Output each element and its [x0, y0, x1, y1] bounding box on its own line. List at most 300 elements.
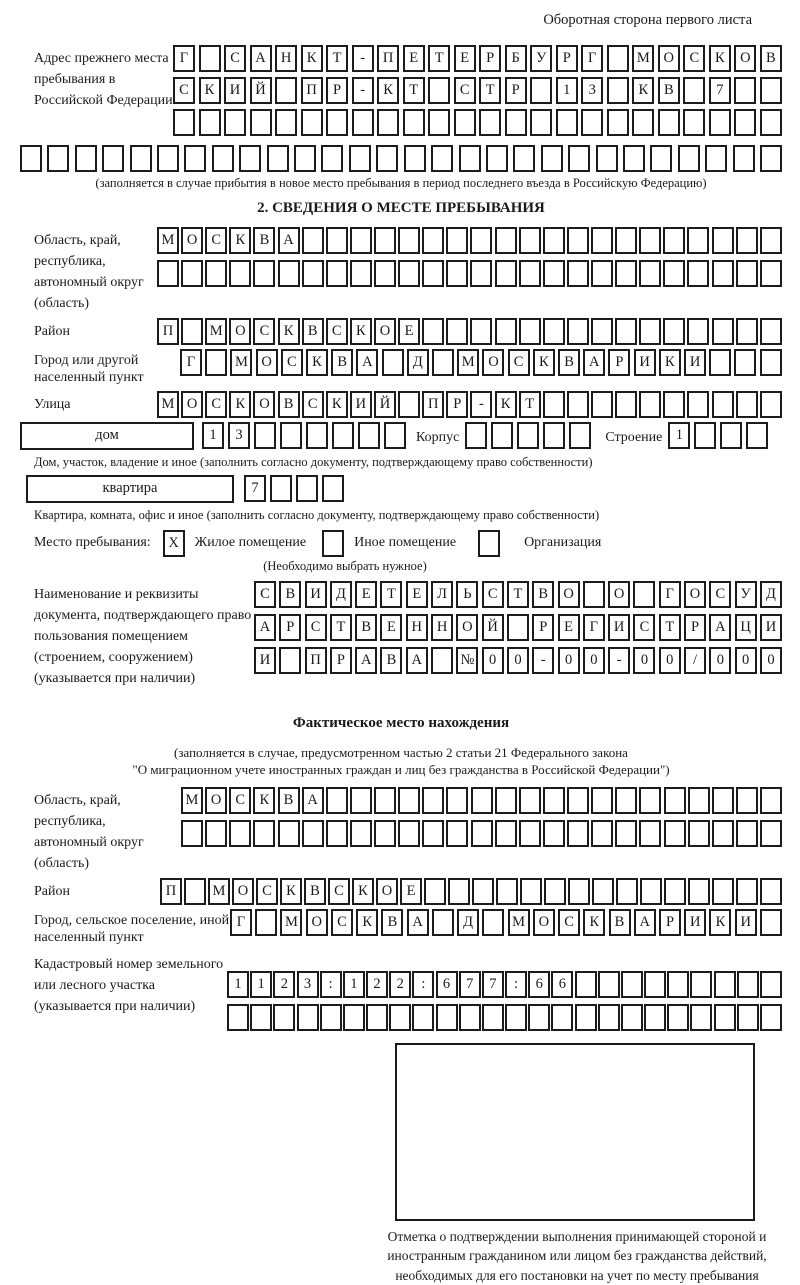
- char-box: О: [374, 318, 396, 345]
- char-box: [575, 1004, 597, 1031]
- char-box: К: [229, 227, 251, 254]
- char-box: [294, 145, 316, 172]
- char-box: А: [583, 349, 605, 376]
- char-box: В: [304, 878, 326, 905]
- char-box: Е: [380, 614, 402, 641]
- char-box: 2: [366, 971, 388, 998]
- actual-district-label: Район: [34, 883, 70, 899]
- char-box: В: [253, 227, 275, 254]
- char-box: [428, 109, 450, 136]
- char-box: Г: [180, 349, 202, 376]
- char-box: Д: [330, 581, 352, 608]
- char-box: [591, 820, 613, 847]
- char-box: [720, 422, 742, 449]
- char-box: [687, 260, 709, 287]
- char-box: Л: [431, 581, 453, 608]
- char-box: Д: [760, 581, 782, 608]
- char-box: В: [532, 581, 554, 608]
- char-box: 0: [633, 647, 655, 674]
- char-boxes-row: [157, 227, 782, 254]
- char-box: 6: [551, 971, 573, 998]
- char-box: К: [199, 77, 221, 104]
- char-box: С: [224, 45, 246, 72]
- char-box: О: [558, 581, 580, 608]
- char-box: [591, 318, 613, 345]
- char-box: Е: [558, 614, 580, 641]
- char-box: И: [254, 647, 276, 674]
- char-box: В: [278, 787, 300, 814]
- char-box: -: [352, 45, 374, 72]
- char-box: [688, 878, 710, 905]
- char-box: /: [684, 647, 706, 674]
- char-box: [583, 581, 605, 608]
- char-box: Т: [403, 77, 425, 104]
- char-box: [358, 422, 380, 449]
- char-box: [615, 227, 637, 254]
- char-box: [343, 1004, 365, 1031]
- stay-type-label: Место пребывания:: [34, 535, 151, 551]
- region-label: Область, край, республика, автономный округ (область): [34, 232, 144, 311]
- char-box: [760, 787, 782, 814]
- char-box: №: [456, 647, 478, 674]
- char-box: Т: [659, 614, 681, 641]
- street-label: Улица: [34, 396, 71, 412]
- char-box: С: [331, 909, 353, 936]
- char-box: [519, 227, 541, 254]
- char-box: С: [254, 581, 276, 608]
- char-box: [389, 1004, 411, 1031]
- char-box: [486, 145, 508, 172]
- char-boxes-row: [160, 878, 782, 905]
- char-box: [568, 145, 590, 172]
- char-box: [658, 109, 680, 136]
- char-box: Е: [454, 45, 476, 72]
- char-box: [598, 971, 620, 998]
- char-box: [459, 145, 481, 172]
- char-box: В: [609, 909, 631, 936]
- char-boxes-row: [173, 77, 782, 104]
- char-box: К: [229, 391, 251, 418]
- char-box: [567, 260, 589, 287]
- char-box: [760, 1004, 782, 1031]
- apartment-number-boxes: [244, 475, 344, 502]
- char-boxes-row: [254, 647, 782, 674]
- char-box: [736, 820, 758, 847]
- char-box: -: [608, 647, 630, 674]
- char-box: Р: [659, 909, 681, 936]
- char-box: 1: [202, 422, 224, 449]
- stamp-box: [395, 1043, 755, 1221]
- char-box: [326, 109, 348, 136]
- char-box: Р: [326, 77, 348, 104]
- char-box: Д: [457, 909, 479, 936]
- char-box: Р: [479, 45, 501, 72]
- char-box: :: [505, 971, 527, 998]
- char-box: [431, 647, 453, 674]
- char-box: [229, 260, 251, 287]
- char-box: [496, 878, 518, 905]
- char-box: [736, 260, 758, 287]
- char-box: [181, 318, 203, 345]
- char-box: [326, 260, 348, 287]
- char-box: [184, 145, 206, 172]
- char-boxes-row: [157, 318, 782, 345]
- char-box: С: [205, 227, 227, 254]
- char-box: [459, 1004, 481, 1031]
- char-box: 3: [581, 77, 603, 104]
- char-box: К: [583, 909, 605, 936]
- char-box: [320, 1004, 342, 1031]
- char-box: [199, 45, 221, 72]
- char-box: [621, 1004, 643, 1031]
- char-box: [687, 318, 709, 345]
- char-box: М: [157, 227, 179, 254]
- char-box: [519, 318, 541, 345]
- char-box: [760, 909, 782, 936]
- char-box: [227, 1004, 249, 1031]
- char-box: [598, 1004, 620, 1031]
- char-box: П: [160, 878, 182, 905]
- char-box: [551, 1004, 573, 1031]
- char-box: [302, 820, 324, 847]
- char-box: -: [352, 77, 374, 104]
- char-box: [350, 227, 372, 254]
- char-box: А: [634, 909, 656, 936]
- char-box: [513, 145, 535, 172]
- char-box: С: [454, 77, 476, 104]
- char-box: [472, 878, 494, 905]
- char-box: [297, 1004, 319, 1031]
- char-box: А: [709, 614, 731, 641]
- char-box: [568, 878, 590, 905]
- char-box: [273, 1004, 295, 1031]
- char-box: [374, 260, 396, 287]
- char-box: Н: [431, 614, 453, 641]
- char-box: К: [326, 391, 348, 418]
- char-box: [760, 391, 782, 418]
- char-box: [543, 318, 565, 345]
- char-box: [712, 820, 734, 847]
- stay-type-checkbox-other: [322, 530, 344, 557]
- char-box: [322, 475, 344, 502]
- stroenie-label: Строение: [605, 429, 663, 445]
- char-box: 0: [659, 647, 681, 674]
- char-box: [505, 109, 527, 136]
- char-box: Г: [659, 581, 681, 608]
- char-box: К: [709, 45, 731, 72]
- char-box: [520, 878, 542, 905]
- char-box: Г: [583, 614, 605, 641]
- char-box: [296, 475, 318, 502]
- char-box: П: [377, 45, 399, 72]
- char-box: Й: [250, 77, 272, 104]
- char-box: О: [232, 878, 254, 905]
- char-box: И: [350, 391, 372, 418]
- char-box: 6: [528, 971, 550, 998]
- char-box: [267, 145, 289, 172]
- char-box: О: [229, 318, 251, 345]
- char-box: 0: [583, 647, 605, 674]
- char-box: Р: [330, 647, 352, 674]
- char-box: О: [658, 45, 680, 72]
- char-box: [280, 422, 302, 449]
- char-box: [607, 109, 629, 136]
- char-box: [760, 77, 782, 104]
- char-box: А: [254, 614, 276, 641]
- char-box: [478, 530, 500, 557]
- char-box: С: [305, 614, 327, 641]
- char-box: [714, 1004, 736, 1031]
- char-box: [664, 787, 686, 814]
- char-box: К: [306, 349, 328, 376]
- char-box: Т: [479, 77, 501, 104]
- char-box: [664, 820, 686, 847]
- char-box: Т: [519, 391, 541, 418]
- char-box: О: [181, 227, 203, 254]
- char-box: 3: [297, 971, 319, 998]
- char-box: [302, 260, 324, 287]
- char-box: [278, 260, 300, 287]
- char-box: [482, 909, 504, 936]
- char-box: [446, 787, 468, 814]
- char-box: О: [608, 581, 630, 608]
- char-box: П: [305, 647, 327, 674]
- char-box: :: [320, 971, 342, 998]
- char-box: [519, 260, 541, 287]
- char-box: [640, 878, 662, 905]
- char-box: [544, 878, 566, 905]
- char-box: [736, 878, 758, 905]
- char-box: [398, 391, 420, 418]
- char-box: А: [356, 349, 378, 376]
- prev-address-section: [20, 45, 782, 192]
- stamp-area: [387, 1043, 782, 1285]
- char-box: П: [422, 391, 444, 418]
- char-box: С: [326, 318, 348, 345]
- char-box: С: [256, 878, 278, 905]
- char-box: 7: [709, 77, 731, 104]
- char-box: [621, 971, 643, 998]
- char-box: [663, 318, 685, 345]
- char-box: М: [230, 349, 252, 376]
- char-box: К: [709, 909, 731, 936]
- char-box: [424, 878, 446, 905]
- char-box: [567, 318, 589, 345]
- char-box: [760, 227, 782, 254]
- char-box: В: [658, 77, 680, 104]
- apartment-caption: Квартира, комната, офис и иное (заполнить согласно документу, подтверждающему право собственности): [34, 507, 600, 522]
- char-box: [712, 878, 734, 905]
- char-box: [507, 614, 529, 641]
- char-boxes-row: [254, 581, 782, 608]
- char-box: [495, 787, 517, 814]
- cadastral-label: Кадастровый номер земельного или лесного участка (указывается при наличии): [34, 956, 224, 1014]
- char-box: [505, 1004, 527, 1031]
- char-box: [664, 878, 686, 905]
- char-box: [632, 109, 654, 136]
- char-box: [591, 391, 613, 418]
- char-box: [667, 971, 689, 998]
- char-box: Г: [230, 909, 252, 936]
- char-box: [495, 260, 517, 287]
- char-box: [567, 787, 589, 814]
- char-box: М: [280, 909, 302, 936]
- char-box: [567, 820, 589, 847]
- char-box: [491, 422, 513, 449]
- char-box: [374, 227, 396, 254]
- char-box: А: [250, 45, 272, 72]
- char-box: [270, 475, 292, 502]
- char-box: И: [224, 77, 246, 104]
- char-box: С: [229, 787, 251, 814]
- char-box: С: [633, 614, 655, 641]
- char-box: [736, 391, 758, 418]
- section2-title: 2. СВЕДЕНИЯ О МЕСТЕ ПРЕБЫВАНИЯ: [257, 199, 545, 216]
- char-box: С: [205, 391, 227, 418]
- char-box: Т: [330, 614, 352, 641]
- char-box: [663, 391, 685, 418]
- char-box: [615, 391, 637, 418]
- char-box: 0: [507, 647, 529, 674]
- char-box: Т: [428, 45, 450, 72]
- char-box: [157, 145, 179, 172]
- char-box: [254, 422, 276, 449]
- char-box: [644, 1004, 666, 1031]
- stamp-note: Отметка о подтверждении выполнения принимающей стороной и иностранным гражданином или лицом без гражданства действий, необходимых для его постановки на учет по месту пребывания: [387, 1228, 767, 1283]
- char-box: [639, 820, 661, 847]
- char-box: О: [533, 909, 555, 936]
- char-box: В: [278, 391, 300, 418]
- char-box: [332, 422, 354, 449]
- char-box: [736, 787, 758, 814]
- stay-type-row: [20, 530, 782, 557]
- char-box: [482, 1004, 504, 1031]
- char-box: [181, 820, 203, 847]
- char-box: [279, 647, 301, 674]
- char-box: :: [412, 971, 434, 998]
- char-box: [448, 878, 470, 905]
- char-boxes-row: [181, 820, 782, 847]
- char-box: С: [302, 391, 324, 418]
- char-box: 7: [482, 971, 504, 998]
- char-box: [428, 77, 450, 104]
- char-box: [528, 1004, 550, 1031]
- char-box: Г: [173, 45, 195, 72]
- apartment-row: [20, 475, 782, 503]
- char-box: В: [302, 318, 324, 345]
- char-box: 0: [482, 647, 504, 674]
- char-box: А: [302, 787, 324, 814]
- char-box: [569, 422, 591, 449]
- char-box: Е: [406, 581, 428, 608]
- char-box: [734, 109, 756, 136]
- char-box: 6: [436, 971, 458, 998]
- char-box: [678, 145, 700, 172]
- char-box: М: [181, 787, 203, 814]
- char-box: Й: [374, 391, 396, 418]
- char-box: [567, 391, 589, 418]
- char-box: [639, 391, 661, 418]
- char-box: [326, 787, 348, 814]
- char-box: [326, 227, 348, 254]
- char-box: [446, 318, 468, 345]
- char-box: [615, 318, 637, 345]
- char-box: И: [735, 909, 757, 936]
- char-box: А: [406, 647, 428, 674]
- stroenie-boxes: [668, 422, 768, 449]
- char-box: [306, 422, 328, 449]
- char-box: [690, 971, 712, 998]
- actual-location-caption-1: (заполняется в случае, предусмотренном частью 2 статьи 21 Федерального закона: [174, 744, 628, 760]
- char-box: [760, 109, 782, 136]
- char-box: [690, 1004, 712, 1031]
- char-box: [250, 1004, 272, 1031]
- char-box: М: [208, 878, 230, 905]
- stay-type-checkbox-organization: [478, 530, 500, 557]
- char-box: Е: [400, 878, 422, 905]
- char-box: [446, 260, 468, 287]
- char-box: [374, 820, 396, 847]
- char-box: [575, 971, 597, 998]
- char-box: -: [470, 391, 492, 418]
- char-box: К: [253, 787, 275, 814]
- document-label: Наименование и реквизиты документа, подтверждающего право пользования помещением (строением, сооружением) (указывается при наличии): [34, 586, 252, 686]
- char-box: [687, 391, 709, 418]
- char-boxes-row: [227, 971, 782, 998]
- char-box: [470, 260, 492, 287]
- char-box: В: [760, 45, 782, 72]
- char-box: [412, 1004, 434, 1031]
- char-box: [667, 1004, 689, 1031]
- char-box: С: [328, 878, 350, 905]
- char-box: [633, 581, 655, 608]
- char-box: К: [533, 349, 555, 376]
- char-boxes-row: [157, 260, 782, 287]
- char-box: [398, 820, 420, 847]
- char-box: [746, 422, 768, 449]
- char-box: [543, 787, 565, 814]
- char-box: [173, 109, 195, 136]
- char-box: [47, 145, 69, 172]
- char-box: [384, 422, 406, 449]
- char-box: [157, 260, 179, 287]
- char-box: 1: [668, 422, 690, 449]
- char-box: [760, 260, 782, 287]
- char-box: В: [279, 581, 301, 608]
- char-box: [398, 260, 420, 287]
- char-box: [398, 227, 420, 254]
- char-box: Ц: [735, 614, 757, 641]
- char-box: [591, 227, 613, 254]
- char-box: [398, 787, 420, 814]
- char-box: [543, 820, 565, 847]
- char-box: К: [352, 878, 374, 905]
- char-box: П: [301, 77, 323, 104]
- char-box: [454, 109, 476, 136]
- char-boxes-row: [173, 109, 782, 136]
- char-box: 2: [389, 971, 411, 998]
- stay-type-checkbox-residential: [163, 530, 185, 557]
- char-box: Й: [482, 614, 504, 641]
- char-box: [471, 820, 493, 847]
- korpus-label: Корпус: [416, 429, 460, 445]
- house-row: [20, 422, 782, 450]
- char-box: [301, 109, 323, 136]
- char-box: 0: [709, 647, 731, 674]
- char-box: Д: [407, 349, 429, 376]
- char-box: К: [301, 45, 323, 72]
- char-box: 1: [227, 971, 249, 998]
